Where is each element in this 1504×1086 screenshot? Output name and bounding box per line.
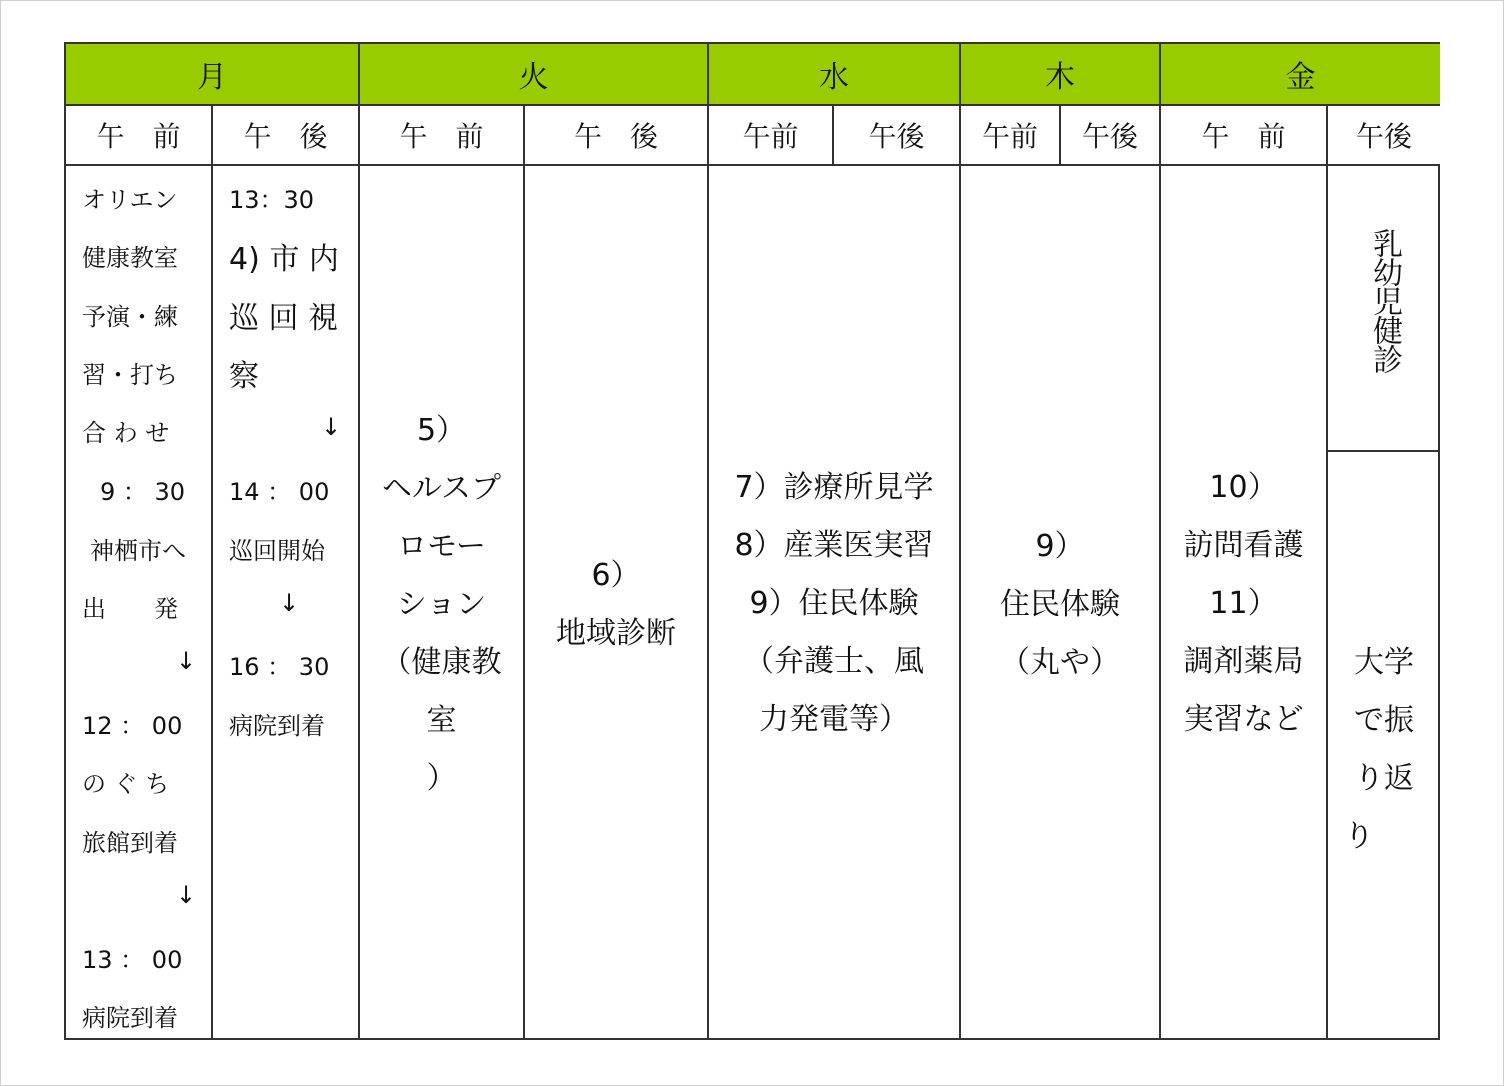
fri-pm-bottom-line: り [1344,819,1374,854]
mon-pm-line: 4) 市 内 [229,242,339,277]
mon-pm-line: 16 ： 30 [229,653,330,681]
mon-am-line: 習・打ち [82,361,178,389]
thu-line: 9） [1035,529,1085,564]
mon-am-line: 病院到着 [82,1004,178,1032]
subheader-thu-pm: 午後 [1061,106,1161,166]
fri-am-line: 訪問看護 [1183,528,1304,563]
subheader-mon-am: 午 前 [66,106,213,166]
mon-am-line: の ぐ ち [82,770,170,798]
fri-am-line: 10） [1209,470,1278,505]
subheader-thu-am: 午前 [961,106,1061,166]
fri-pm-bottom-line: で振 [1354,703,1414,738]
thu-content [961,518,1159,692]
wed-cell [709,166,961,1038]
tue-am-content [360,402,523,808]
tue-am-line: 5） [416,413,467,448]
day-header-tue: 火 [360,44,709,106]
mon-am-line: オリエン [82,186,178,214]
mon-pm-line: 巡 回 視 [229,301,339,336]
fri-am-line: 11） [1209,586,1278,621]
fri-pm-bottom-line: り返 [1354,761,1414,796]
fri-am-line: 実習など [1183,702,1304,737]
wed-line: （弁護士、風 [744,644,924,679]
tue-pm-cell [525,166,709,1038]
subheader-wed-pm: 午後 [834,106,961,166]
wed-line: 8）産業医実習 [734,528,934,563]
subheader-fri-am: 午 前 [1161,106,1328,166]
tue-pm-content [525,547,707,663]
mon-am-arrow: ↓ [176,647,197,675]
mon-pm-line: 巡回開始 [229,537,325,565]
thu-line: 住民体験 [1000,587,1120,622]
mon-am-line: 旅館到着 [82,829,178,857]
mon-am-line: 12 ： 00 [82,712,183,740]
tue-am-line: ） [426,761,457,796]
fri-pm-cell [1328,166,1440,1038]
tue-am-line: ロモー [397,529,486,564]
mon-pm-arrow: ↓ [279,589,300,617]
schedule-table [64,42,1440,1040]
mon-pm-line: 病院到着 [229,712,325,740]
mon-am-cell [66,166,213,1038]
tue-am-line: 室 [426,703,457,738]
wed-line: 7）診療所見学 [734,470,934,505]
wed-line: 力発電等） [759,702,909,737]
mon-am-arrow: ↓ [176,881,197,909]
mon-pm-line: 察 [229,359,259,394]
mon-am-line: 9 ： 30 [100,478,186,506]
tue-am-cell [360,166,525,1038]
fri-pm-top-cell [1328,166,1440,452]
mon-am-line: 合 わ せ [82,419,170,447]
mon-pm-line: 13：30 [229,186,315,214]
fri-pm-top-text: 乳幼児健診 [1367,228,1402,373]
mon-pm-arrow: ↓ [321,413,342,441]
wed-content [709,459,959,749]
day-header-fri: 金 [1161,44,1440,106]
tue-am-line: （健康教 [381,645,502,680]
tue-am-line: ション [396,587,487,622]
fri-pm-bottom-content [1328,634,1440,866]
mon-am-line: 予演・練 [82,303,178,331]
fri-am-cell [1161,166,1328,1038]
thu-line: （丸や） [1000,645,1120,680]
mon-am-line: 神栖市へ [90,537,186,565]
tue-pm-line: 6） [591,558,641,593]
subheader-tue-am: 午 前 [360,106,525,166]
mon-am-line: 出 発 [82,595,178,623]
mon-am-line: 健康教室 [82,244,178,272]
mon-am-line: 13 ： 00 [82,946,183,974]
fri-am-line: 調剤薬局 [1183,644,1304,679]
wed-line: 9）住民体験 [749,586,919,621]
tue-pm-line: 地域診断 [556,616,676,651]
day-header-mon: 月 [66,44,360,106]
subheader-fri-pm: 午後 [1328,106,1440,166]
tue-am-line: ヘルスプ [381,471,502,506]
day-header-thu: 木 [961,44,1161,106]
mon-pm-line: 14 ： 00 [229,478,330,506]
fri-am-content [1161,459,1326,749]
mon-pm-cell [213,166,360,1038]
fri-pm-bottom-line: 大学 [1354,645,1414,680]
day-header-wed: 水 [709,44,961,106]
thu-cell [961,166,1161,1038]
subheader-tue-pm: 午 後 [525,106,709,166]
subheader-wed-am: 午前 [709,106,834,166]
subheader-mon-pm: 午 後 [213,106,360,166]
